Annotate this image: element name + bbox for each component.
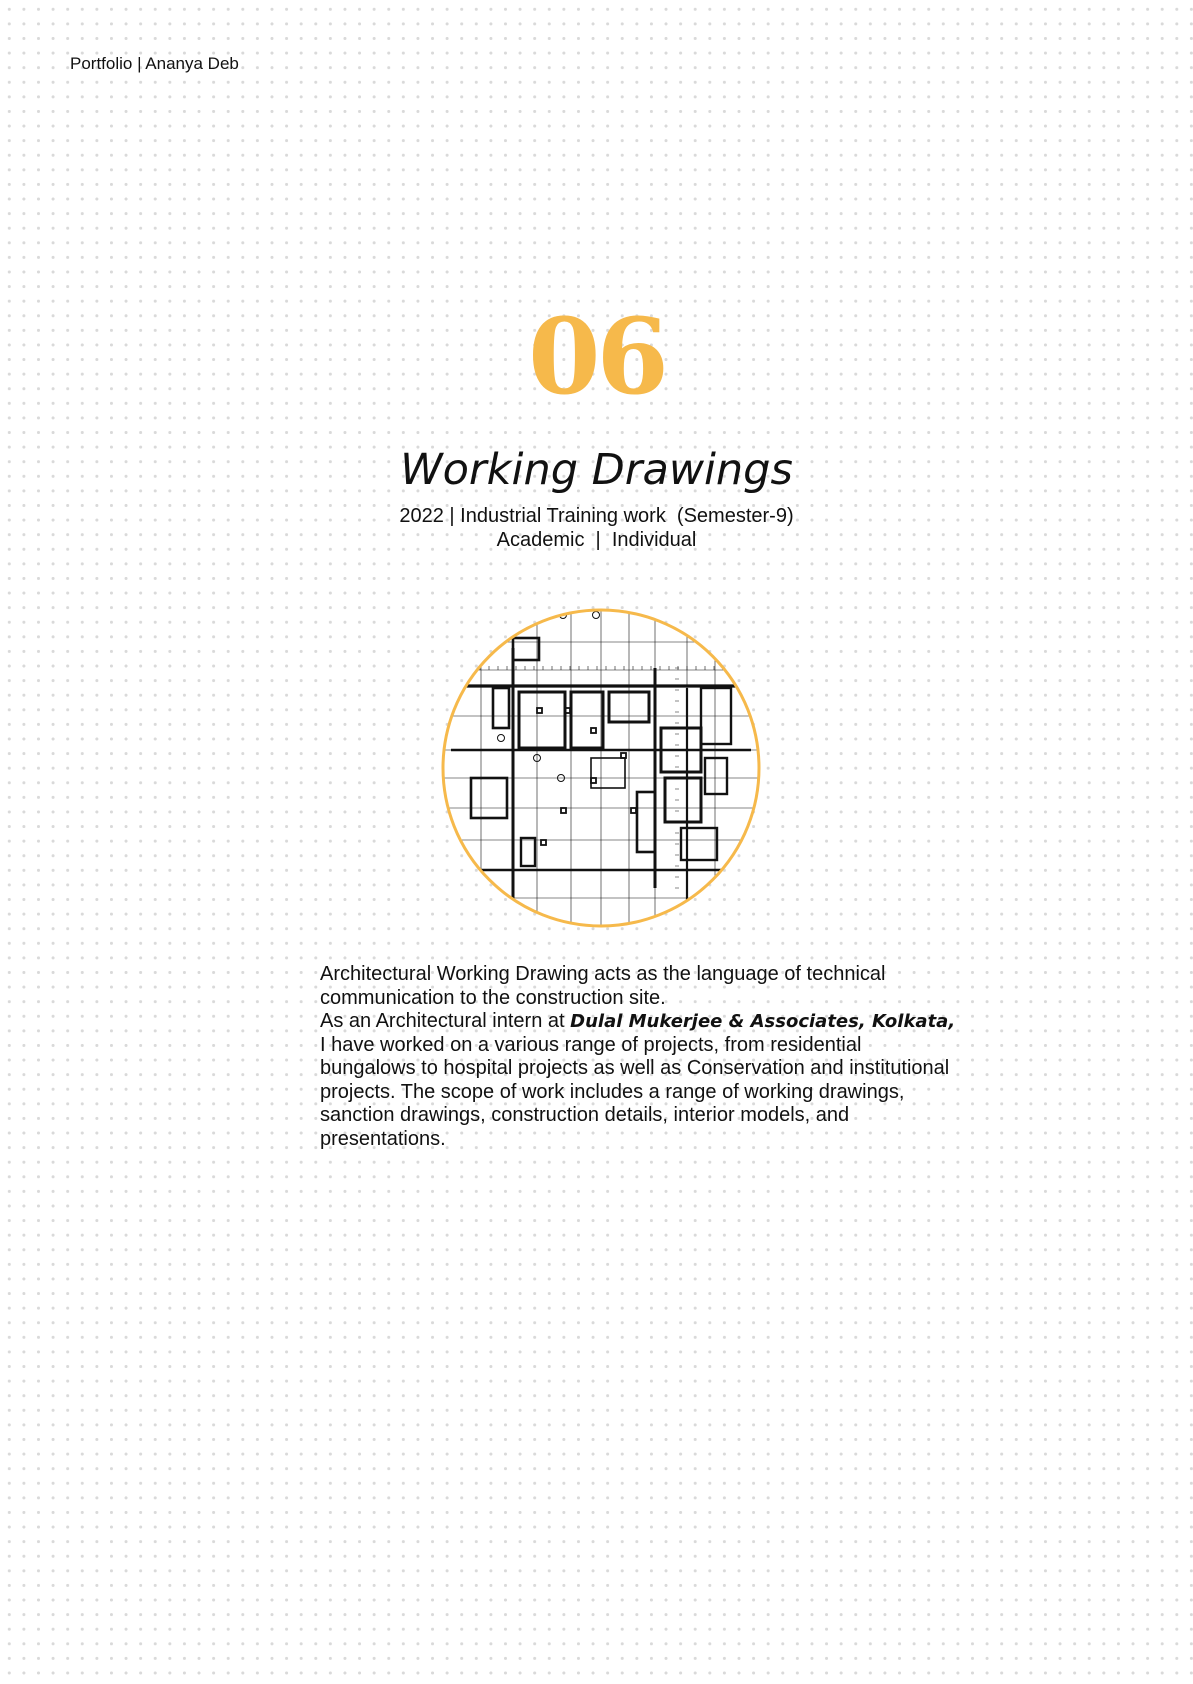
floor-plan-image bbox=[441, 608, 761, 928]
section-number: 06 bbox=[528, 295, 665, 418]
project-meta bbox=[0, 504, 1193, 552]
portfolio-header: Portfolio | Ananya Deb bbox=[70, 54, 239, 73]
project-meta-year-type: 2022 | Industrial Training work (Semester-9) bbox=[399, 505, 794, 527]
description-prefix: As an Architectural intern at bbox=[320, 1010, 571, 1032]
project-description bbox=[320, 963, 960, 1151]
floor-plan-drawing-icon bbox=[441, 608, 761, 928]
description-internship bbox=[320, 1010, 960, 1151]
description-intro: Architectural Working Drawing acts as the language of technical communication to the construction site. bbox=[320, 963, 886, 1009]
project-meta-category: Academic | Individual bbox=[496, 529, 697, 551]
project-title: Working Drawings bbox=[400, 445, 793, 495]
description-body: I have worked on a various range of projects, from residential bungalows to hospital projects as well as Conservation and institutional projects. The scope of work includes a range of working drawings, sanction drawings, construction details, interior models, and presentations. bbox=[320, 1033, 950, 1150]
firm-name: Dulal Mukerjee & Associates, Kolkata, bbox=[570, 1011, 956, 1032]
